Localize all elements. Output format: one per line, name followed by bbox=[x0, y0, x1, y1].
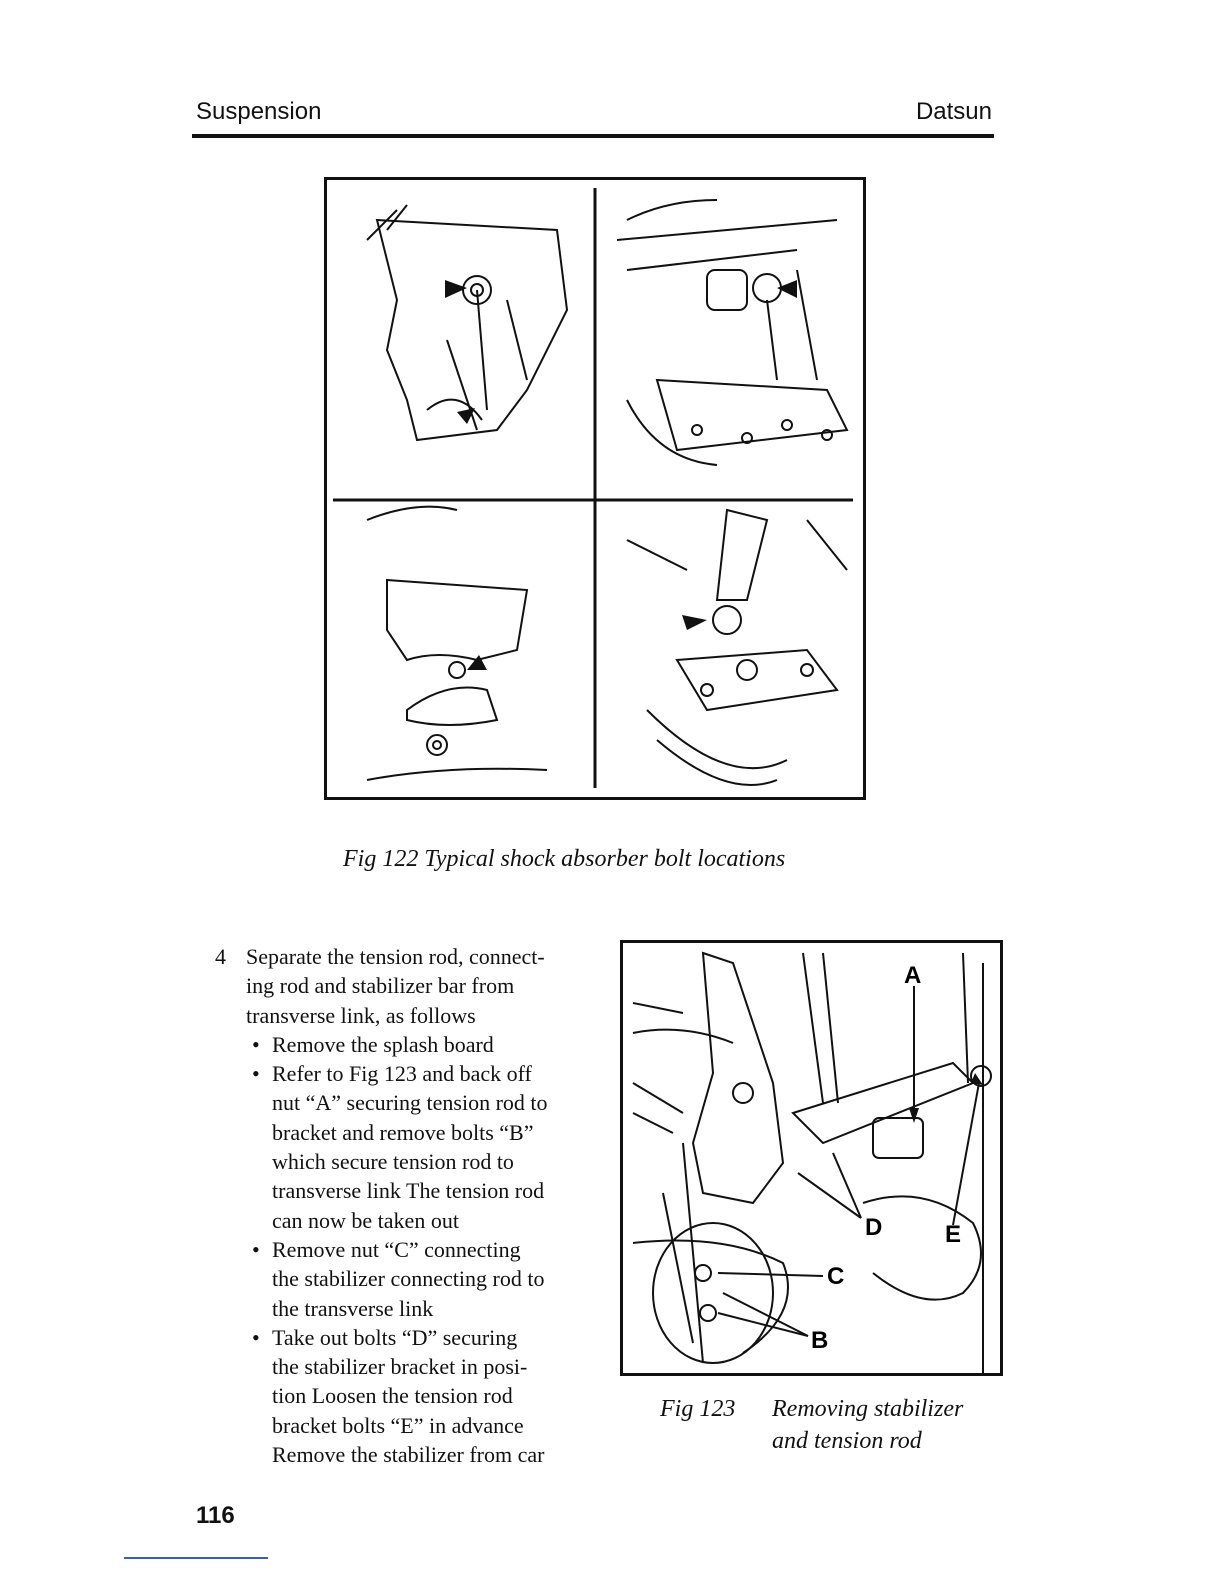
brand-title: Datsun bbox=[915, 98, 992, 125]
step-line: transverse link, as follows bbox=[246, 1002, 476, 1028]
bullet-item: • Remove nut “C” connecting the stabilizer connecting rod to the transverse link bbox=[252, 1236, 545, 1321]
label-d: D bbox=[865, 1214, 883, 1241]
figure-123 bbox=[620, 940, 1003, 1376]
figure-122 bbox=[324, 177, 866, 800]
figure-123-caption-line2: and tension rod bbox=[772, 1428, 922, 1454]
bullet-item: • Refer to Fig 123 and back off nut “A” securing tension rod to bracket and remove bolts “B” which secure tension rod to transverse link The tension rod can now be taken out bbox=[252, 1061, 548, 1233]
bullet-item: • Remove the splash board bbox=[252, 1031, 494, 1057]
label-a: A bbox=[904, 962, 922, 989]
label-b: B bbox=[811, 1327, 829, 1354]
header-rule bbox=[192, 134, 994, 138]
label-e: E bbox=[945, 1221, 962, 1248]
figure-123-caption-line1: Removing stabilizer bbox=[772, 1396, 964, 1422]
figure-123-illustration bbox=[623, 943, 1000, 1373]
figure-122-illustration bbox=[327, 180, 863, 797]
step-number: 4 bbox=[215, 944, 226, 969]
figure-123-caption-prefix: Fig 123 bbox=[660, 1396, 736, 1422]
footer-rule bbox=[124, 1557, 268, 1559]
step-line: ing rod and stabilizer bar from bbox=[246, 973, 515, 999]
bullet-item: • Take out bolts “D” securing the stabilizer bracket in posi- tion Loosen the tension rod bracket bolts “E” in advance Remove the stabilizer from car bbox=[252, 1324, 545, 1468]
step-line: Separate the tension rod, connect- bbox=[246, 944, 545, 969]
section-title: Suspension bbox=[196, 98, 322, 125]
figure-122-caption: Fig 122 Typical shock absorber bolt locations bbox=[343, 846, 786, 872]
label-c: C bbox=[827, 1263, 845, 1290]
page-number: 116 bbox=[196, 1502, 235, 1529]
